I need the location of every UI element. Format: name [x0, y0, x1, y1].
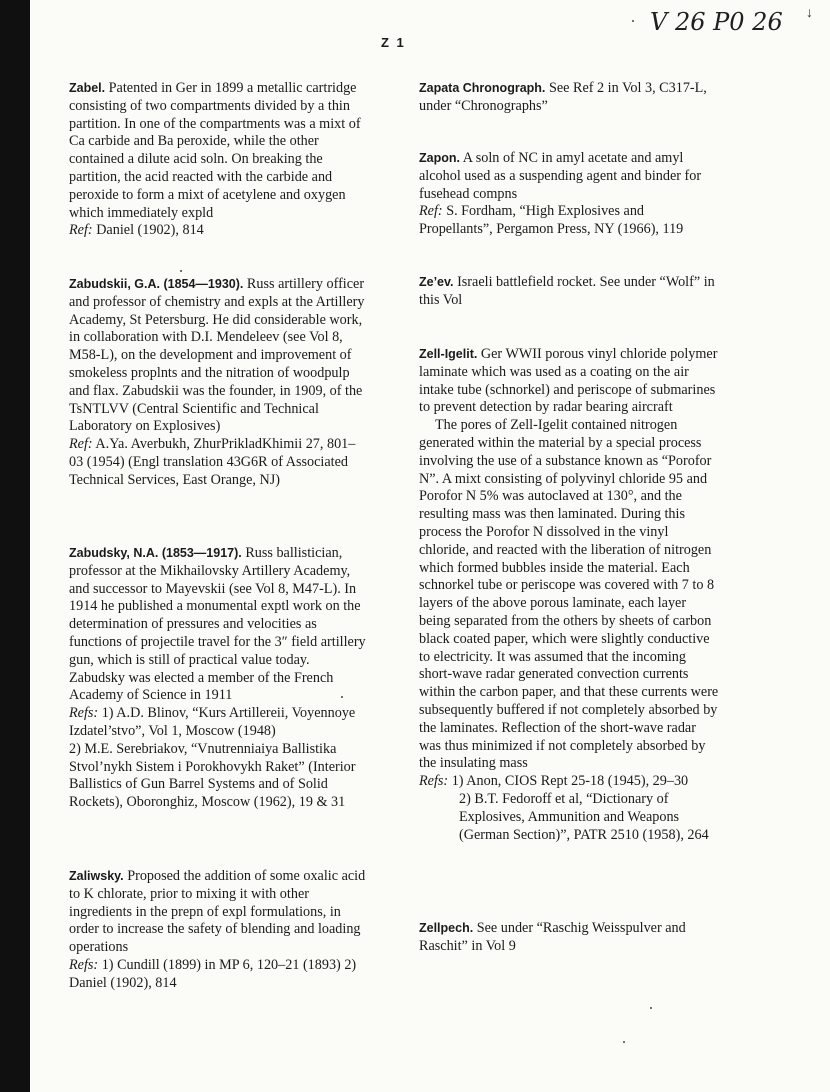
corner-mark: ↓: [806, 6, 813, 21]
ref-text: 1) Anon, CIOS Rept 25-18 (1945), 29–30: [451, 773, 689, 790]
scan-speck: [623, 1041, 625, 1043]
ref-text: 1) A.D. Blinov, “Kurs Artillereii, Voyennoye Izdatel’stvo”, Vol 1, Moscow (1948): [69, 705, 356, 739]
entry-headword: Zabel.: [69, 81, 106, 95]
entry-body: Israeli battlefield rocket. See under “Wolf” in this Vol: [419, 274, 715, 308]
ref-text-2: 2) M.E. Serebriakov, “Vnutrenniaiya Ballistika Stvol’nykh Sistem i Porokhovykh Raket” (Interior Ballistics of Gun Barrel Systems and of Solid Rockets), Oboronghiz, Moscow (1962), 19 & 31: [69, 740, 356, 811]
entry-zapon: [419, 150, 719, 239]
entry-body: See Ref 2 in Vol 3, C317-L, under “Chronographs”: [419, 80, 707, 114]
entry-headword: Ze’ev.: [419, 275, 454, 289]
entry-headword: Zabudskii, G.A. (1854—1930).: [69, 277, 244, 291]
entry-body: Patented in Ger in 1899 a metallic cartridge consisting of two compartments divided by a thin partition. In one of the compartments was a mixt of Ca carbide and Ba peroxide, while the other contained a dilute acid soln. On breaking the partition, the acid reacted with the carbide and peroxide to form a mixt of acetylene and oxygen which immediately expld: [69, 80, 361, 221]
ref-text: A.Ya. Averbukh, ZhurPrikladKhimii 27, 801–03 (1954) (Engl translation 43G6R of Associated Technical Services, East Orange, NJ): [69, 436, 356, 488]
scan-speck: [632, 20, 634, 22]
entry-body: Russ artillery officer and professor of chemistry and expls at the Artillery Academy, St Petersburg. He did considerable work, in collaboration with D.I. Mendeleev (see Vol 8, M58-L), on the development and improvement of smokeless proplnts and the nitration of woodpulp and flax. Zabudskii was the founder, in 1909, of the TsNTLVV (Central Scientific and Technical Laboratory on Explosives): [69, 276, 365, 435]
entry-headword: Zabudsky, N.A. (1853—1917).: [69, 546, 242, 560]
entry-headword: Zapon.: [419, 151, 460, 165]
ref-text: 1) Cundill (1899) in MP 6, 120–21 (1893) 2) Daniel (1902), 814: [69, 956, 357, 991]
entry-zapata-chronograph: [419, 80, 719, 116]
ref-text: Daniel (1902), 814: [96, 222, 204, 239]
entry-body: See under “Raschig Weisspulver and Raschit” in Vol 9: [419, 920, 686, 954]
scan-edge: [0, 0, 30, 1092]
entry-body: Ger WWII porous vinyl chloride polymer laminate which was used as a coating on the air intake tube (schnorkel) and periscope of submarines to prevent detection by radar bearing aircraft: [419, 346, 718, 416]
entry-body-continued: The pores of Zell-Igelit contained nitrogen generated within the material by a special process involving the use of a substance known as “Porofor N”. A mixt consisting of polyvinyl chloride 95 and Porofor N 5% was autoclaved at 130°, and the resulting mass was then laminated. During this process the Porofor N dissolved in the vinyl chloride, and reacted with the liberation of nitrogen which formed bubbles inside the material. Each schnorkel tube or periscope was covered with 7 to 8 layers of the above porous laminate, each layer being separated from the others by sheets of carbon black coated paper, which were slightly conductive to electricity. It was assumed that the incoming short-wave radar generated convection currents within the carbon paper, and that these currents were subsequently buffered if not completely absorbed by the laminates. Reflection of the short-wave radar was thus minimized if not completely absorbed by the insulating mass: [419, 417, 719, 772]
ref-label: Refs:: [69, 956, 99, 973]
ref-label: Refs:: [419, 773, 449, 790]
entry-zabudskii: [69, 276, 369, 490]
ref-label: Ref:: [69, 436, 93, 453]
ref-label: Refs:: [69, 705, 99, 722]
ref-label: Ref:: [419, 203, 443, 220]
entry-zeev: [419, 274, 719, 310]
entry-zabudsky: [69, 545, 369, 812]
entry-zabel: [69, 80, 369, 240]
handwritten-note: V 26 P0 26: [650, 8, 783, 36]
entry-headword: Zaliwsky.: [69, 869, 124, 883]
entry-body: Russ ballistician, professor at the Mikhailovsky Artillery Academy, and successor to Mayevskii (see Vol 8, M47-L). In 1914 he published a monumental exptl work on the determination of pressures and velocities as functions of projectile travel for the 3″ field artillery gun, which is still of practical value today. Zabudsky was elected a member of the French Academy of Science in 1911: [69, 545, 366, 704]
entry-body: Proposed the addition of some oxalic acid to K chlorate, prior to mixing it with other ingredients in the prepn of expl formulations, in order to increase the safety of blending and loading operations: [69, 868, 366, 956]
entry-body: A soln of NC in amyl acetate and amyl alcohol used as a suspending agent and binder for fusehead compns: [419, 150, 702, 202]
entry-zell-igelit: [419, 346, 719, 844]
entry-zaliwsky: [69, 868, 369, 993]
scan-speck: [180, 270, 182, 272]
ref-text: S. Fordham, “High Explosives and Propellants”, Pergamon Press, NY (1966), 119: [419, 203, 684, 238]
ref-text-2: 2) B.T. Fedoroff et al, “Dictionary of Explosives, Ammunition and Weapons (German Section)”, PATR 2510 (1958), 264: [459, 790, 709, 843]
ref-label: Ref:: [69, 222, 93, 239]
entry-zellpech: [419, 920, 719, 956]
entry-headword: Zell-Igelit.: [419, 347, 478, 361]
scan-speck: [650, 1007, 652, 1009]
page-id: Z 1: [381, 35, 406, 50]
entry-headword: Zellpech.: [419, 921, 474, 935]
entry-headword: Zapata Chronograph.: [419, 81, 546, 95]
